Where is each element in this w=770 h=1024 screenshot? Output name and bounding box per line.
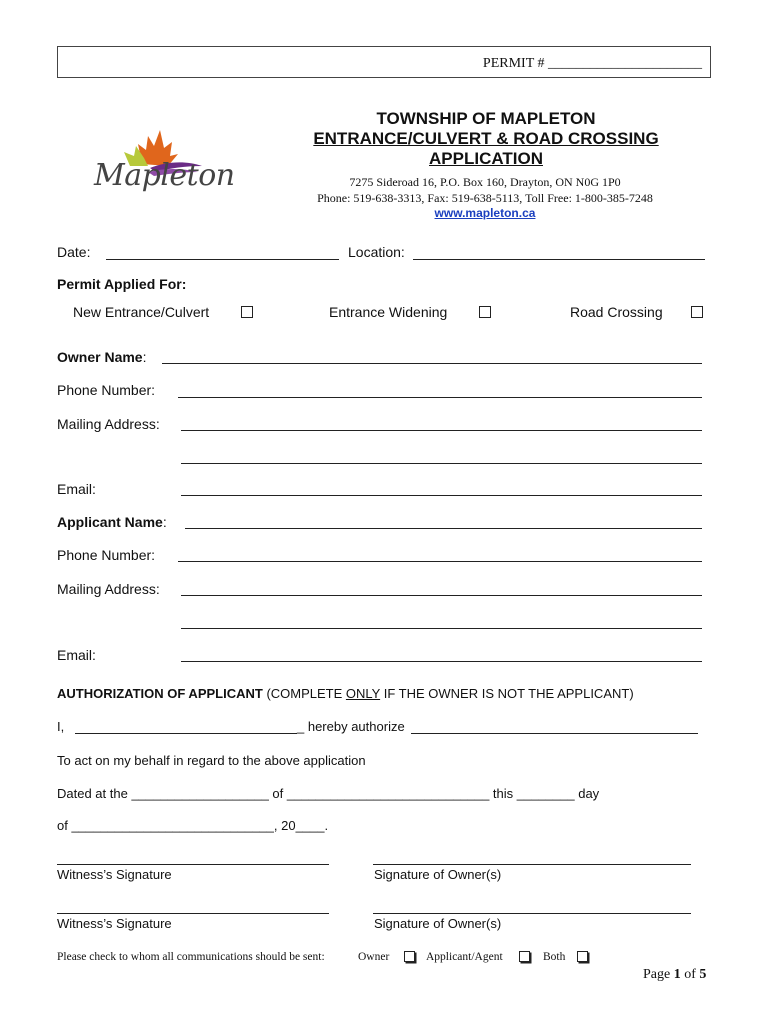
act-on-behalf-text: To act on my behalf in regard to the above application — [57, 753, 366, 768]
both-comm-checkbox[interactable] — [577, 951, 588, 962]
date-field[interactable] — [106, 259, 339, 260]
website-link[interactable]: www.mapleton.ca — [434, 206, 536, 220]
owner-option-label: Owner — [358, 951, 390, 963]
owner-email-label: Email: — [57, 481, 96, 497]
applicant-comm-checkbox[interactable] — [519, 951, 530, 962]
authorizing-owner-field[interactable] — [75, 733, 297, 734]
new-entrance-checkbox[interactable] — [241, 306, 253, 318]
owner-signature-label-2: Signature of Owner(s) — [374, 916, 502, 931]
both-option-label: Both — [543, 951, 566, 963]
applicant-mailing-label: Mailing Address: — [57, 581, 160, 597]
owner-name-field[interactable] — [162, 363, 702, 364]
option-new-entrance-label: New Entrance/Culvert — [73, 304, 210, 320]
owner-mailing-label: Mailing Address: — [57, 416, 160, 432]
location-field[interactable] — [413, 259, 705, 260]
permit-number-box — [57, 46, 711, 78]
applicant-mailing-field-1[interactable] — [181, 595, 702, 596]
owner-phone-field[interactable] — [178, 397, 702, 398]
owner-name-label: Owner Name: — [57, 349, 147, 365]
applicant-name-label: Applicant Name: — [57, 514, 167, 530]
option-road-crossing-label: Road Crossing — [570, 304, 663, 320]
date-label: Date: — [57, 244, 91, 260]
permit-number-label: PERMIT # ______________________ — [482, 56, 702, 71]
witness-signature-line-1[interactable] — [57, 864, 329, 865]
of-year-line: of ____________________________, 20____. — [57, 818, 329, 833]
applicant-mailing-field-2[interactable] — [181, 628, 702, 629]
authorized-agent-field[interactable] — [411, 733, 698, 734]
hereby-authorize-label: _ hereby authorize — [297, 719, 405, 734]
owner-mailing-field-1[interactable] — [181, 430, 702, 431]
applicant-email-label: Email: — [57, 647, 96, 663]
page-title-line3: APPLICATION — [429, 149, 543, 168]
communications-label: Please check to whom all communications should be sent: — [57, 951, 325, 963]
witness-signature-label-1: Witness’s Signature — [57, 867, 172, 882]
page-title-line1: TOWNSHIP OF MAPLETON — [376, 109, 596, 128]
mapleton-logo — [90, 122, 235, 202]
option-entrance-widening-label: Entrance Widening — [329, 304, 448, 320]
owner-signature-line-1[interactable] — [373, 864, 691, 865]
owner-comm-checkbox[interactable] — [404, 951, 415, 962]
applicant-agent-option-label: Applicant/Agent — [426, 951, 503, 963]
applicant-phone-field[interactable] — [178, 561, 702, 562]
authorize-i-label: I, — [57, 719, 65, 734]
applicant-email-field[interactable] — [181, 661, 702, 662]
owner-email-field[interactable] — [181, 495, 702, 496]
phone-line: Phone: 519-638-3313, Fax: 519-638-5113, Toll Free: 1-800-385-7248 — [317, 191, 653, 205]
dated-at-line: Dated at the ___________________ of ____________________________ this ________ day — [57, 786, 600, 801]
owner-phone-label: Phone Number: — [57, 382, 156, 398]
page-number: Page 1 of 5 — [643, 967, 707, 982]
owner-signature-label-1: Signature of Owner(s) — [374, 867, 502, 882]
witness-signature-line-2[interactable] — [57, 913, 329, 914]
road-crossing-checkbox[interactable] — [691, 306, 703, 318]
entrance-widening-checkbox[interactable] — [479, 306, 491, 318]
logo-wordmark: Mapleton — [94, 158, 235, 193]
location-label: Location: — [348, 244, 405, 260]
owner-mailing-field-2[interactable] — [181, 463, 702, 464]
witness-signature-label-2: Witness’s Signature — [57, 916, 172, 931]
address-line: 7275 Sideroad 16, P.O. Box 160, Drayton, ON N0G 1P0 — [349, 175, 621, 189]
owner-signature-line-2[interactable] — [373, 913, 691, 914]
permit-applied-for-heading: Permit Applied For: — [57, 276, 187, 292]
page-title-line2: ENTRANCE/CULVERT & ROAD CROSSING — [313, 129, 659, 148]
authorization-heading: AUTHORIZATION OF APPLICANT (COMPLETE ONLY IF THE OWNER IS NOT THE APPLICANT) — [57, 686, 634, 701]
applicant-name-field[interactable] — [185, 528, 702, 529]
applicant-phone-label: Phone Number: — [57, 547, 156, 563]
